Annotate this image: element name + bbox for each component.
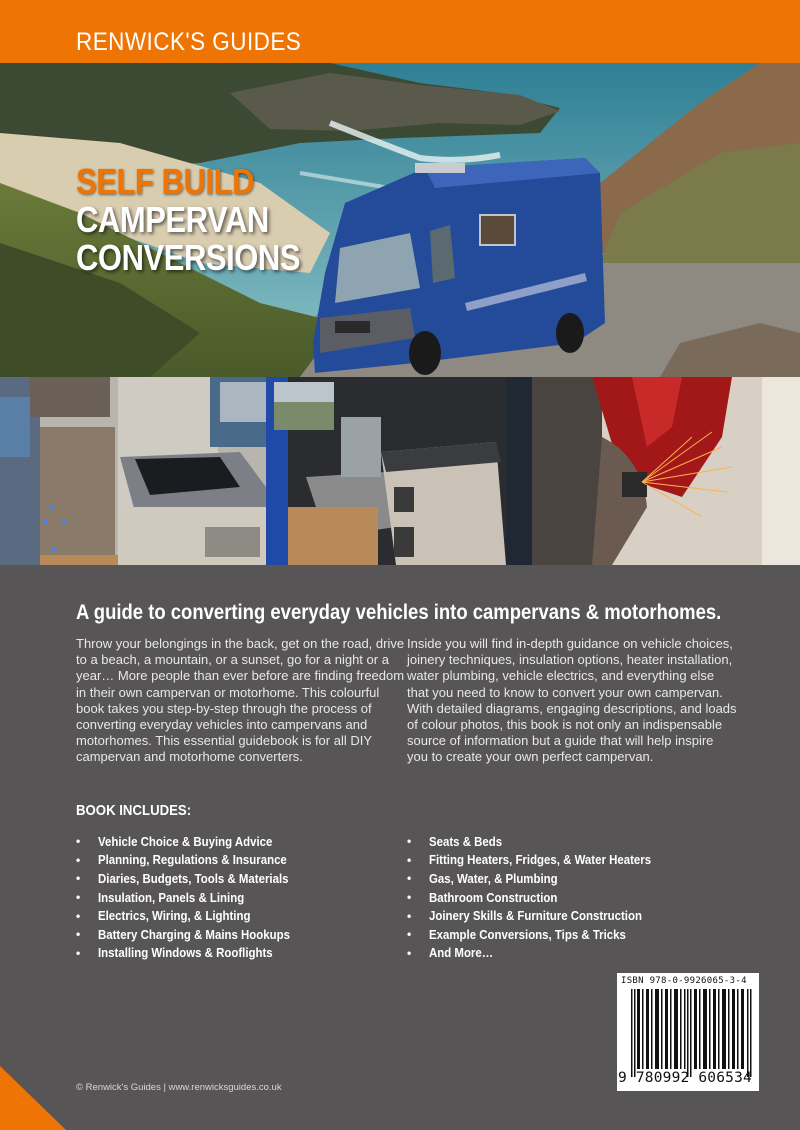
isbn-barcode — [617, 973, 759, 1091]
contents-paragraph: Inside you will find in-depth guidance on vehicle choices, joinery techniques, insulation options, heater installation, water plumbing, vehicle electrics, and everything else that you need to know to convert your own campervan. With detailed diagrams, engaging descriptions, and loads of colour photos, this book is not only an indispensable source of information but a guide that will help inspire you to create your own perfect campervan. — [407, 636, 737, 765]
hero-image — [0, 63, 800, 377]
headline: A guide to converting everyday vehicles into campervans & motorhomes. — [76, 601, 722, 624]
book-title — [76, 163, 300, 277]
intro-paragraph: Throw your belongings in the back, get on the road, drive to a beach, a mountain, or a sunset, go for a night or a year… More people than ever before are finding freedom in their own campervan or motorhome. This colourful book takes you step-by-step through the process of converting everyday vehicles into campervans and motorhomes. This essential guidebook is for all DIY campervan and motorhome converters. — [76, 636, 405, 765]
isbn-label: ISBN 978-0-9926065-3-4 — [621, 976, 747, 986]
bullet-icon: • — [76, 945, 81, 960]
bullet-icon: • — [407, 908, 412, 923]
photo-seating-interior — [266, 377, 532, 565]
top-banner — [0, 0, 800, 63]
bullet-icon: • — [407, 852, 412, 867]
seating-interior-image — [266, 377, 532, 565]
photo-kitchen-interior — [0, 377, 266, 565]
barcode-bars-icon — [631, 989, 753, 1077]
bullet-icon: • — [407, 890, 412, 905]
bullet-icon: • — [76, 890, 81, 905]
list-item: • Installing Windows & Rooflights — [76, 945, 273, 961]
bullet-icon: • — [76, 871, 81, 886]
list-item: • Electrics, Wiring, & Lighting — [76, 908, 251, 924]
bullet-icon: • — [407, 871, 412, 886]
kitchen-interior-image — [0, 377, 266, 565]
title-line-3: CONVERSIONS — [76, 237, 301, 278]
photo-grinder-sparks — [532, 377, 800, 565]
list-item: • Bathroom Construction — [407, 889, 558, 905]
includes-heading: BOOK INCLUDES: — [76, 802, 192, 819]
list-item: • Example Conversions, Tips & Tricks — [407, 926, 626, 942]
includes-list-left — [76, 832, 316, 962]
bullet-icon: • — [76, 852, 81, 867]
list-item: • Diaries, Budgets, Tools & Materials — [76, 870, 289, 886]
copyright-footer: © Renwick's Guides | www.renwicksguides.co.uk — [76, 1082, 282, 1093]
list-item: • Joinery Skills & Furniture Construction — [407, 908, 642, 924]
bullet-icon: • — [76, 834, 81, 849]
list-item: • Planning, Regulations & Insurance — [76, 852, 287, 868]
orange-corner-accent — [0, 1066, 66, 1130]
list-item: • Seats & Beds — [407, 833, 503, 849]
publisher-brand: RENWICK'S GUIDES — [76, 28, 302, 56]
photo-strip — [0, 377, 800, 565]
list-item: • And More… — [407, 945, 494, 961]
list-item: • Insulation, Panels & Lining — [76, 889, 245, 905]
list-item: • Battery Charging & Mains Hookups — [76, 926, 290, 942]
bullet-icon: • — [407, 945, 412, 960]
list-item: • Gas, Water, & Plumbing — [407, 870, 558, 886]
bullet-icon: • — [76, 927, 81, 942]
title-line-1: SELF BUILD — [76, 161, 255, 202]
includes-list-right — [407, 832, 681, 962]
bullet-icon: • — [407, 834, 412, 849]
list-item: • Fitting Heaters, Fridges, & Water Heaters — [407, 852, 652, 868]
ean-digits: 9 780992 606534 — [618, 1070, 752, 1086]
bullet-icon: • — [407, 927, 412, 942]
list-item: • Vehicle Choice & Buying Advice — [76, 833, 273, 849]
grinder-sparks-image — [532, 377, 800, 565]
title-line-2: CAMPERVAN — [76, 199, 269, 240]
bullet-icon: • — [76, 908, 81, 923]
